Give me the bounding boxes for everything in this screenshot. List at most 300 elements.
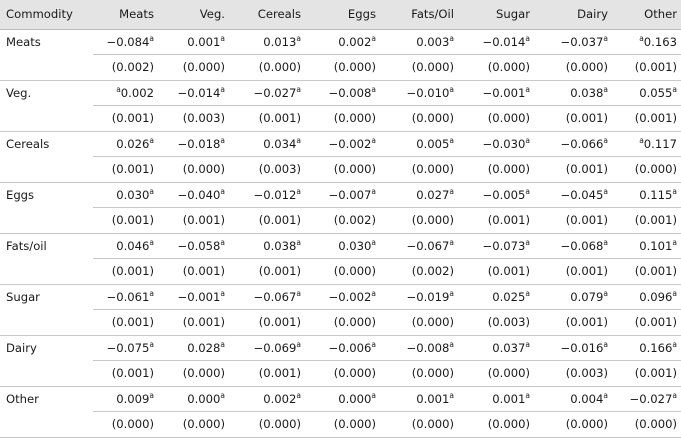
coefficient-cell: [305, 131, 380, 157]
coefficient-cell: [229, 182, 305, 208]
standard-error-cell: (0.003): [229, 157, 305, 183]
table-row-standard-errors: [0, 259, 681, 285]
row-commodity-label: Fats/oil: [6, 239, 47, 253]
coefficient-cell: [229, 29, 305, 55]
coefficient-value: −0.040: [177, 187, 221, 202]
significance-marker: a: [525, 135, 530, 145]
significance-marker: a: [371, 339, 376, 349]
coefficient-cell: [612, 233, 681, 259]
significance-marker: a: [603, 288, 608, 298]
coefficient-cell: [229, 80, 305, 106]
table-row-coefficients: [0, 182, 681, 208]
coefficient-value: −0.067: [406, 238, 450, 253]
coefficient-value: −0.061: [106, 289, 150, 304]
significance-marker: a: [149, 339, 154, 349]
significance-marker: a: [149, 288, 154, 298]
header-sugar: Sugar: [458, 0, 534, 29]
significance-marker: a: [672, 339, 677, 349]
coefficient-value: −0.001: [177, 289, 221, 304]
significance-marker: a: [296, 390, 301, 400]
coefficient-value: −0.027: [629, 391, 673, 406]
header-fats-oil: Fats/Oil: [380, 0, 458, 29]
coefficient-value: −0.008: [328, 85, 372, 100]
significance-marker: a: [296, 84, 301, 94]
coefficient-value: 0.001: [416, 391, 450, 406]
blank-label-cell: [0, 157, 93, 183]
coefficient-cell: [380, 131, 458, 157]
coefficient-value: 0.002: [338, 34, 372, 49]
coefficient-value: −0.012: [253, 187, 297, 202]
significance-marker: a: [220, 186, 225, 196]
coefficient-cell: [305, 386, 380, 412]
coefficient-value: 0.026: [116, 136, 150, 151]
standard-error-cell: (0.000): [534, 55, 612, 81]
coefficient-value: 0.055: [639, 85, 673, 100]
row-commodity-label: Veg.: [6, 86, 32, 100]
coefficient-cell: [229, 335, 305, 361]
row-commodity-label: Other: [6, 392, 39, 406]
blank-label-cell: [0, 55, 93, 81]
row-commodity-label: Cereals: [6, 137, 50, 151]
standard-error-cell: (0.001): [158, 208, 229, 234]
coefficient-value: 0.004: [570, 391, 604, 406]
standard-error-cell: (0.003): [158, 106, 229, 132]
coefficient-value: −0.008: [406, 340, 450, 355]
standard-error-cell: (0.000): [380, 310, 458, 336]
table-body: [0, 29, 681, 437]
significance-marker: a: [371, 237, 376, 247]
standard-error-cell: (0.001): [229, 208, 305, 234]
table-row-coefficients: [0, 284, 681, 310]
standard-error-cell: (0.001): [93, 157, 158, 183]
coefficient-value: −0.014: [177, 85, 221, 100]
coefficient-value: −0.006: [328, 340, 372, 355]
header-meats: Meats: [93, 0, 158, 29]
coefficient-value: 0.028: [187, 340, 221, 355]
coefficient-value: 0.003: [416, 34, 450, 49]
significance-marker: a: [296, 135, 301, 145]
standard-error-cell: (0.000): [229, 55, 305, 81]
coefficient-cell: [612, 182, 681, 208]
standard-error-cell: (0.001): [612, 55, 681, 81]
standard-error-cell: (0.001): [534, 310, 612, 336]
standard-error-cell: (0.000): [534, 412, 612, 438]
standard-error-cell: (0.001): [158, 259, 229, 285]
coefficient-value: −0.066: [560, 136, 604, 151]
coefficient-cell: [534, 29, 612, 55]
standard-error-cell: (0.001): [458, 259, 534, 285]
header-other: Other: [612, 0, 681, 29]
standard-error-cell: (0.000): [305, 310, 380, 336]
coefficient-value: −0.084: [106, 34, 150, 49]
standard-error-cell: (0.001): [458, 208, 534, 234]
coefficient-value: 0.117: [643, 136, 677, 151]
significance-marker: a: [149, 135, 154, 145]
significance-marker: a: [603, 390, 608, 400]
significance-marker: a: [149, 237, 154, 247]
standard-error-cell: (0.000): [380, 208, 458, 234]
coefficient-cell: [305, 284, 380, 310]
coefficient-value: −0.002: [328, 289, 372, 304]
coefficient-cell: [534, 80, 612, 106]
coefficient-cell: [458, 386, 534, 412]
header-eggs: Eggs: [305, 0, 380, 29]
coefficient-cell: [158, 29, 229, 55]
significance-marker: a: [296, 288, 301, 298]
coefficient-value: 0.046: [116, 238, 150, 253]
coefficient-value: −0.058: [177, 238, 221, 253]
blank-label-cell: [0, 310, 93, 336]
significance-marker: a: [603, 186, 608, 196]
coefficient-cell: [458, 233, 534, 259]
standard-error-cell: (0.000): [380, 55, 458, 81]
significance-marker: a: [220, 237, 225, 247]
significance-marker: a: [525, 288, 530, 298]
significance-marker: a: [220, 339, 225, 349]
coefficient-cell: [458, 80, 534, 106]
standard-error-cell: (0.000): [305, 106, 380, 132]
significance-marker: a: [296, 339, 301, 349]
significance-marker: a: [449, 84, 454, 94]
coefficient-value: 0.037: [492, 340, 526, 355]
blank-label-cell: [0, 412, 93, 438]
standard-error-cell: (0.001): [612, 106, 681, 132]
coefficient-value: −0.002: [328, 136, 372, 151]
coefficient-cell: [93, 335, 158, 361]
coefficient-cell: [380, 386, 458, 412]
significance-marker: a: [639, 33, 644, 43]
coefficient-cell: [612, 386, 681, 412]
coefficient-value: −0.069: [253, 340, 297, 355]
coefficient-value: −0.075: [106, 340, 150, 355]
coefficient-cell: [229, 386, 305, 412]
coefficient-cell: [534, 284, 612, 310]
coefficient-cell: [158, 284, 229, 310]
standard-error-cell: (0.000): [305, 157, 380, 183]
significance-marker: a: [525, 390, 530, 400]
table-row-standard-errors: [0, 55, 681, 81]
standard-error-cell: (0.001): [534, 157, 612, 183]
coefficient-cell: [158, 80, 229, 106]
standard-error-cell: (0.000): [380, 157, 458, 183]
coefficient-value: −0.030: [482, 136, 526, 151]
standard-error-cell: (0.001): [93, 259, 158, 285]
table-row-standard-errors: [0, 310, 681, 336]
standard-error-cell: (0.001): [93, 106, 158, 132]
coefficient-value: −0.001: [482, 85, 526, 100]
significance-marker: a: [371, 390, 376, 400]
coefficient-value: 0.038: [570, 85, 604, 100]
standard-error-cell: (0.001): [93, 310, 158, 336]
blank-label-cell: [0, 208, 93, 234]
coefficient-value: −0.027: [253, 85, 297, 100]
table-row-standard-errors: [0, 361, 681, 387]
standard-error-cell: (0.000): [158, 55, 229, 81]
standard-error-cell: (0.001): [612, 259, 681, 285]
coefficient-cell: [612, 335, 681, 361]
coefficient-cell: [158, 386, 229, 412]
coefficient-value: 0.115: [639, 187, 673, 202]
coefficient-value: −0.045: [560, 187, 604, 202]
header-veg: Veg.: [158, 0, 229, 29]
significance-marker: a: [220, 288, 225, 298]
coefficient-value: 0.101: [639, 238, 673, 253]
standard-error-cell: (0.000): [158, 412, 229, 438]
blank-label-cell: [0, 106, 93, 132]
coefficient-cell: [93, 29, 158, 55]
header-dairy: Dairy: [534, 0, 612, 29]
significance-marker: a: [525, 84, 530, 94]
standard-error-cell: (0.001): [229, 361, 305, 387]
coefficient-value: −0.068: [560, 238, 604, 253]
table-row-coefficients: [0, 80, 681, 106]
coefficient-cell: [93, 284, 158, 310]
table-row-coefficients: [0, 386, 681, 412]
significance-marker: a: [371, 186, 376, 196]
significance-marker: a: [525, 339, 530, 349]
coefficient-value: −0.037: [560, 34, 604, 49]
coefficient-value: 0.001: [187, 34, 221, 49]
significance-marker: a: [603, 339, 608, 349]
coefficient-value: −0.018: [177, 136, 221, 151]
coefficient-value: 0.166: [639, 340, 673, 355]
significance-marker: a: [371, 84, 376, 94]
significance-marker: a: [116, 84, 121, 94]
significance-marker: a: [220, 33, 225, 43]
standard-error-cell: (0.001): [612, 208, 681, 234]
standard-error-cell: (0.000): [458, 55, 534, 81]
significance-marker: a: [296, 186, 301, 196]
coefficient-cell: [158, 131, 229, 157]
coefficient-value: 0.034: [263, 136, 297, 151]
coefficient-cell: [458, 182, 534, 208]
standard-error-cell: (0.000): [458, 157, 534, 183]
coefficient-cell: [93, 233, 158, 259]
row-commodity-label: Meats: [6, 35, 41, 49]
coefficient-cell: [158, 335, 229, 361]
standard-error-cell: (0.000): [458, 106, 534, 132]
coefficient-value: −0.073: [482, 238, 526, 253]
standard-error-cell: (0.000): [229, 412, 305, 438]
standard-error-cell: (0.003): [534, 361, 612, 387]
standard-error-cell: (0.000): [612, 157, 681, 183]
blank-label-cell: [0, 259, 93, 285]
coefficient-cell: [380, 335, 458, 361]
table-row-coefficients: [0, 131, 681, 157]
standard-error-cell: (0.001): [93, 208, 158, 234]
coefficient-cell: [612, 284, 681, 310]
standard-error-cell: (0.000): [305, 361, 380, 387]
standard-error-cell: (0.000): [612, 412, 681, 438]
significance-marker: a: [149, 186, 154, 196]
coefficient-cell: [534, 131, 612, 157]
coefficient-value: 0.013: [263, 34, 297, 49]
significance-marker: a: [220, 390, 225, 400]
significance-marker: a: [449, 237, 454, 247]
standard-error-cell: (0.000): [305, 259, 380, 285]
standard-error-cell: (0.003): [458, 310, 534, 336]
significance-marker: a: [672, 288, 677, 298]
coefficient-cell: [612, 80, 681, 106]
coefficient-value: 0.000: [338, 391, 372, 406]
coefficient-cell: [93, 80, 158, 106]
significance-marker: a: [603, 84, 608, 94]
standard-error-cell: (0.000): [305, 55, 380, 81]
coefficient-cell: [305, 182, 380, 208]
significance-marker: a: [672, 237, 677, 247]
coefficient-cell: [534, 335, 612, 361]
standard-error-cell: (0.000): [380, 412, 458, 438]
significance-marker: a: [639, 135, 644, 145]
significance-marker: a: [220, 84, 225, 94]
standard-error-cell: (0.002): [93, 55, 158, 81]
significance-marker: a: [371, 135, 376, 145]
standard-error-cell: (0.000): [158, 157, 229, 183]
significance-marker: a: [220, 135, 225, 145]
coefficient-cell: [534, 386, 612, 412]
significance-marker: a: [371, 288, 376, 298]
standard-error-cell: (0.000): [305, 412, 380, 438]
significance-marker: a: [672, 84, 677, 94]
coefficient-cell: [305, 233, 380, 259]
significance-marker: a: [525, 237, 530, 247]
significance-marker: a: [449, 33, 454, 43]
coefficient-value: 0.027: [416, 187, 450, 202]
standard-error-cell: (0.002): [305, 208, 380, 234]
coefficient-value: −0.067: [253, 289, 297, 304]
standard-error-cell: (0.000): [380, 361, 458, 387]
standard-error-cell: (0.001): [534, 208, 612, 234]
header-cereals: Cereals: [229, 0, 305, 29]
coefficient-cell: [458, 131, 534, 157]
coefficient-value: −0.016: [560, 340, 604, 355]
coefficient-value: −0.005: [482, 187, 526, 202]
standard-error-cell: (0.000): [158, 361, 229, 387]
significance-marker: a: [371, 33, 376, 43]
standard-error-cell: (0.001): [229, 106, 305, 132]
row-commodity-label: Eggs: [6, 188, 35, 202]
coefficient-value: 0.001: [492, 391, 526, 406]
table-row-standard-errors: [0, 208, 681, 234]
coefficient-cell: [380, 29, 458, 55]
header-row: [0, 0, 681, 29]
significance-marker: a: [672, 390, 677, 400]
coefficient-cell: [93, 182, 158, 208]
standard-error-cell: (0.001): [534, 259, 612, 285]
standard-error-cell: (0.002): [380, 259, 458, 285]
significance-marker: a: [449, 135, 454, 145]
standard-error-cell: (0.001): [612, 361, 681, 387]
standard-error-cell: (0.001): [534, 106, 612, 132]
significance-marker: a: [603, 33, 608, 43]
row-commodity-label: Sugar: [6, 290, 40, 304]
coefficient-value: −0.007: [328, 187, 372, 202]
coefficient-cell: [158, 182, 229, 208]
coefficient-cell: [458, 284, 534, 310]
table-row-standard-errors: [0, 106, 681, 132]
significance-marker: a: [525, 33, 530, 43]
coefficient-cell: [229, 131, 305, 157]
significance-marker: a: [296, 237, 301, 247]
standard-error-cell: (0.001): [93, 361, 158, 387]
coefficient-value: 0.163: [643, 34, 677, 49]
significance-marker: a: [296, 33, 301, 43]
coefficient-cell: [534, 182, 612, 208]
coefficient-value: 0.002: [263, 391, 297, 406]
significance-marker: a: [603, 237, 608, 247]
row-commodity-label: Dairy: [6, 341, 37, 355]
coefficient-value: 0.030: [338, 238, 372, 253]
coefficient-cell: [380, 182, 458, 208]
significance-marker: a: [449, 288, 454, 298]
table-row-coefficients: [0, 335, 681, 361]
standard-error-cell: (0.001): [612, 310, 681, 336]
significance-marker: a: [449, 390, 454, 400]
coefficient-cell: [305, 80, 380, 106]
coefficient-value: 0.002: [120, 85, 154, 100]
coefficient-value: 0.079: [570, 289, 604, 304]
coefficient-cell: [612, 131, 681, 157]
coefficient-cell: [534, 233, 612, 259]
table-row-coefficients: [0, 233, 681, 259]
coefficient-cell: [93, 131, 158, 157]
coefficient-value: 0.030: [116, 187, 150, 202]
significance-marker: a: [603, 135, 608, 145]
coefficient-cell: [380, 233, 458, 259]
coefficient-cell: [305, 29, 380, 55]
significance-marker: a: [149, 33, 154, 43]
standard-error-cell: (0.001): [229, 310, 305, 336]
table-row-standard-errors: [0, 157, 681, 183]
coefficient-value: 0.025: [492, 289, 526, 304]
coefficient-cell: [612, 29, 681, 55]
standard-error-cell: (0.001): [229, 259, 305, 285]
standard-error-cell: (0.000): [380, 106, 458, 132]
significance-marker: a: [672, 186, 677, 196]
coefficient-cell: [229, 284, 305, 310]
standard-error-cell: (0.001): [158, 310, 229, 336]
standard-error-cell: (0.000): [93, 412, 158, 438]
coefficient-value: −0.010: [406, 85, 450, 100]
coefficient-cell: [458, 335, 534, 361]
header-commodity: Commodity: [0, 0, 93, 29]
coefficient-cell: [380, 284, 458, 310]
significance-marker: a: [525, 186, 530, 196]
significance-marker: a: [449, 339, 454, 349]
significance-marker: a: [149, 390, 154, 400]
table-row-standard-errors: [0, 412, 681, 438]
coefficient-cell: [305, 335, 380, 361]
coefficient-value: 0.005: [416, 136, 450, 151]
coefficient-value: 0.000: [187, 391, 221, 406]
coefficient-value: −0.014: [482, 34, 526, 49]
standard-error-cell: (0.000): [458, 412, 534, 438]
coefficient-cell: [229, 233, 305, 259]
coefficient-cell: [158, 233, 229, 259]
standard-error-cell: (0.000): [458, 361, 534, 387]
coefficient-cell: [380, 80, 458, 106]
coefficient-cell: [458, 29, 534, 55]
coefficient-value: 0.009: [116, 391, 150, 406]
coefficient-value: 0.038: [263, 238, 297, 253]
significance-marker: a: [449, 186, 454, 196]
coefficient-value: 0.096: [639, 289, 673, 304]
blank-label-cell: [0, 361, 93, 387]
coefficient-cell: [93, 386, 158, 412]
table-header: [0, 0, 681, 29]
coefficient-value: −0.019: [406, 289, 450, 304]
table-row-coefficients: [0, 29, 681, 55]
